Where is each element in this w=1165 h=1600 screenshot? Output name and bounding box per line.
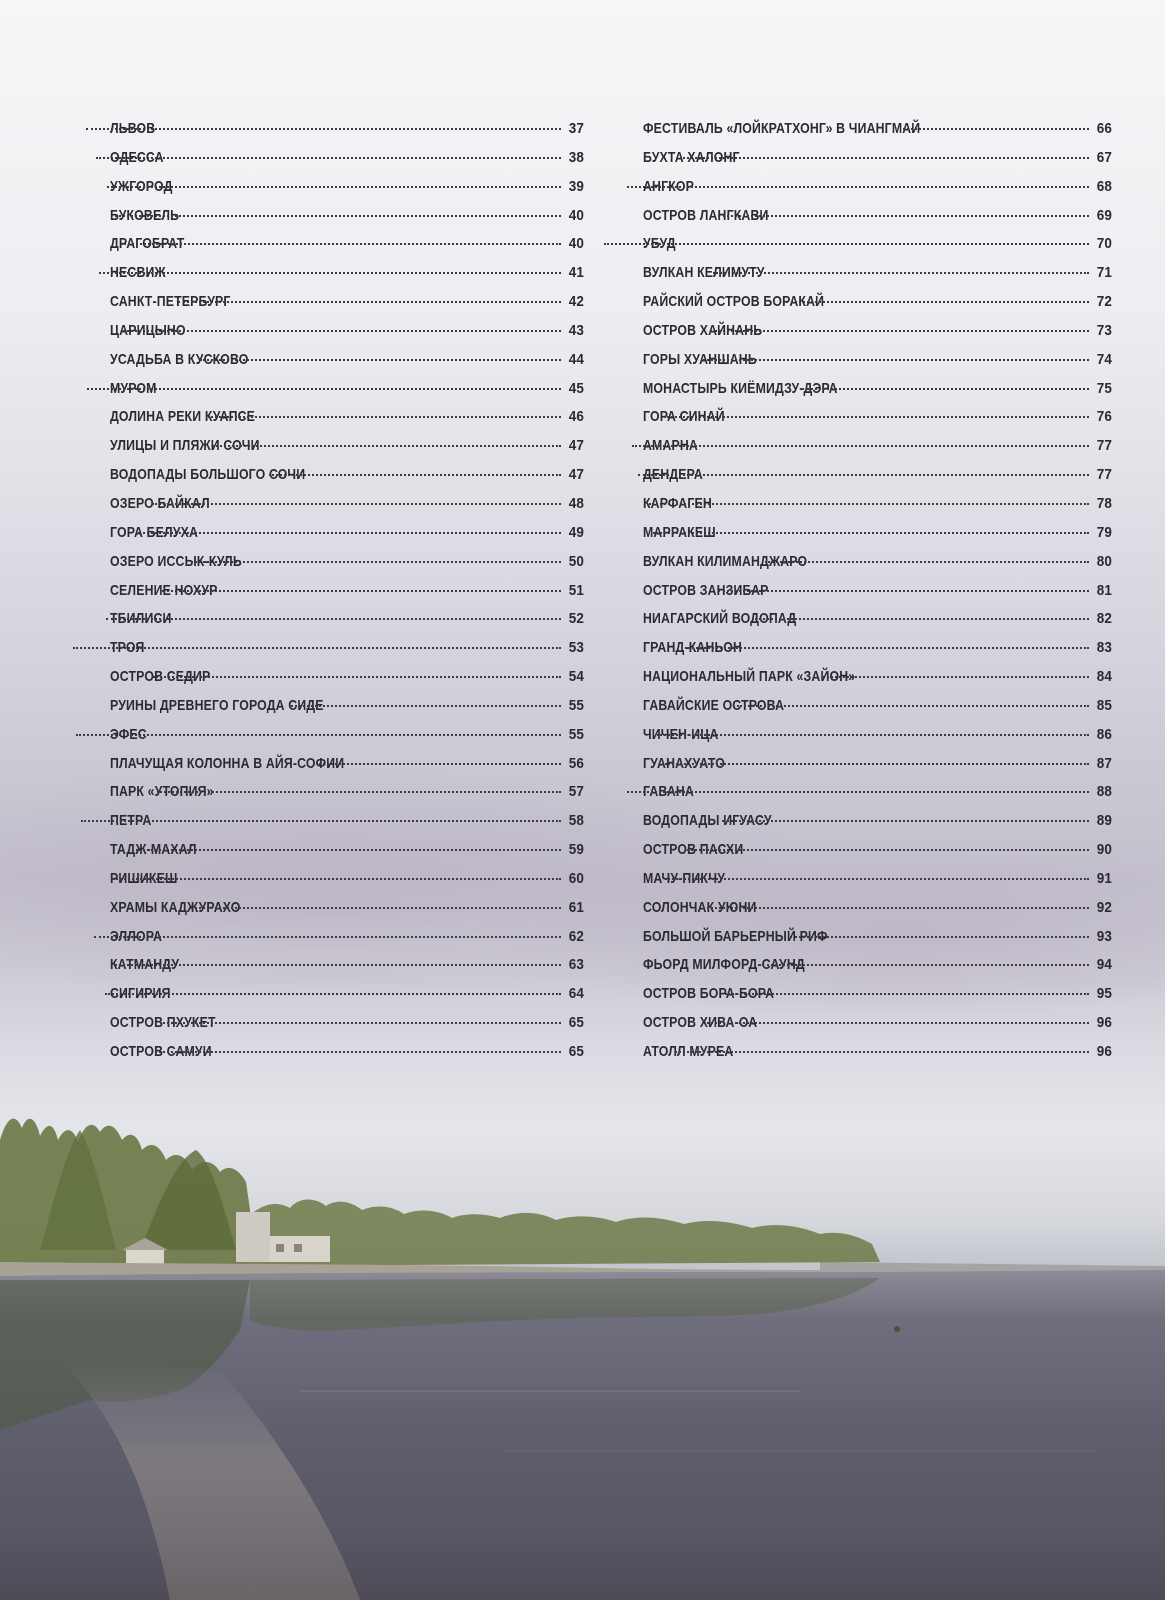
toc-entry-page: 55	[568, 696, 584, 714]
dot-leader	[657, 734, 1089, 736]
toc-entry-title: МУРОМ	[110, 379, 157, 397]
dot-leader	[76, 734, 561, 736]
toc-entry-title: СЕЛЕНИЕ НОХУР	[110, 581, 218, 599]
toc-entry-title: УЖГОРОД	[110, 177, 173, 195]
dot-leader	[138, 532, 561, 534]
toc-entry-page: 47	[568, 437, 584, 455]
toc-entry-page: 96	[1096, 1014, 1112, 1032]
toc-entry-page: 90	[1096, 841, 1112, 859]
dot-leader	[113, 878, 561, 880]
toc-entry-title: РАЙСКИЙ ОСТРОВ БОРАКАЙ	[643, 293, 825, 311]
toc-entry	[643, 408, 1112, 437]
toc-entry-page: 37	[568, 120, 584, 137]
dot-leader	[115, 215, 561, 217]
toc-entry	[110, 380, 584, 409]
toc-entry-page: 79	[1096, 523, 1112, 541]
toc-entry	[110, 899, 584, 928]
toc-entry-page: 47	[568, 466, 584, 484]
dot-leader	[99, 272, 561, 274]
toc-entry-title: СИГИРИЯ	[110, 985, 171, 1003]
toc-entry-title: МАЧУ-ПИКЧУ	[643, 869, 726, 887]
toc-entry-page: 84	[1096, 668, 1112, 686]
toc-entry-page: 78	[1096, 494, 1112, 512]
dot-leader	[87, 388, 560, 390]
toc-entry	[643, 841, 1112, 870]
water-ripple	[500, 1450, 1100, 1452]
dot-leader	[178, 301, 561, 303]
toc-entry-page: 55	[568, 725, 584, 743]
toc-entry-title: ТАДЖ-МАХАЛ	[110, 841, 197, 859]
dot-leader	[683, 157, 1089, 159]
toc-entry-title: АМАРНА	[643, 437, 698, 455]
dot-leader	[790, 936, 1089, 938]
dot-leader	[718, 590, 1089, 592]
toc-entry-page: 56	[568, 754, 584, 772]
toc-entry-title: ОСТРОВ СЕДИР	[110, 668, 211, 686]
toc-entry-title: УБУД	[643, 235, 676, 253]
toc-entry	[110, 524, 584, 553]
dot-leader	[752, 618, 1089, 620]
dot-leader	[703, 359, 1088, 361]
dot-leader	[155, 1051, 561, 1053]
toc-entry-page: 64	[568, 985, 584, 1003]
toc-entry-title: ОСТРОВ БОРА-БОРА	[643, 985, 775, 1003]
toc-entry	[643, 437, 1112, 466]
toc-entry	[110, 437, 584, 466]
toc-entry-title: МАРРАКЕШ	[643, 523, 716, 541]
dot-leader	[786, 301, 1089, 303]
toc-entry-page: 95	[1096, 985, 1112, 1003]
toc-entry-page: 94	[1096, 956, 1112, 974]
toc-entry-title: ДОЛИНА РЕКИ КУАПСЕ	[110, 408, 255, 426]
toc-entry	[110, 783, 584, 812]
toc-entry-title: ОЗЕРО БАЙКАЛ	[110, 494, 210, 512]
dot-leader	[675, 1051, 1089, 1053]
toc-entry	[643, 466, 1112, 495]
toc-entry-page: 46	[568, 408, 584, 426]
toc-entry-page: 53	[568, 639, 584, 657]
dot-leader	[107, 186, 561, 188]
toc-entry-page: 58	[568, 812, 584, 830]
toc-entry	[643, 697, 1112, 726]
toc-entry-title: ГРАНД-КАНЬОН	[643, 639, 743, 657]
toc-entry	[110, 1014, 584, 1043]
dot-leader	[665, 763, 1089, 765]
toc-entry-title: МОНАСТЫРЬ КИЁМИДЗУ-ДЭРА	[643, 379, 838, 397]
toc-entry-title: ПАРК «УТОПИЯ»	[110, 783, 214, 801]
toc-entry-title: РУИНЫ ДРЕВНЕГО ГОРОДА СИДЕ	[110, 696, 324, 714]
toc-entry	[110, 755, 584, 784]
dot-leader	[162, 590, 561, 592]
toc-entry-page: 86	[1096, 725, 1112, 743]
toc-entry-title: АТОЛЛ МУРЕА	[643, 1043, 734, 1060]
toc-entry	[643, 178, 1112, 207]
toc-entry-title: ВУЛКАН КЕЛИМУТУ	[643, 264, 765, 282]
toc-entry-page: 80	[1096, 552, 1112, 570]
dot-leader	[802, 388, 1089, 390]
toc-entry-title: ОСТРОВ ПХУКЕТ	[110, 1014, 216, 1032]
toc-entry-title: ГОРА СИНАЙ	[643, 408, 725, 426]
toc-entry	[643, 235, 1112, 264]
toc-entry-title: ДЕНДЕРА	[643, 466, 703, 484]
toc-entry-page: 61	[568, 898, 584, 916]
toc-entry	[110, 812, 584, 841]
dot-leader	[713, 272, 1089, 274]
dot-leader	[627, 186, 1089, 188]
toc-entry	[110, 264, 584, 293]
toc-entry	[643, 380, 1112, 409]
dot-leader	[725, 993, 1089, 995]
toc-entry-title: СОЛОНЧАК УЮНИ	[643, 898, 757, 916]
toc-entry	[110, 466, 584, 495]
dot-leader	[722, 820, 1089, 822]
dot-leader	[638, 474, 1089, 476]
toc-entry-page: 87	[1096, 754, 1112, 772]
dot-leader	[269, 474, 561, 476]
toc-entry-title: КАТМАНДУ	[110, 956, 180, 974]
toc-entry	[643, 207, 1112, 236]
water-ripple	[300, 1390, 800, 1392]
dot-leader	[762, 964, 1089, 966]
toc-entry-title: ВУЛКАН КИЛИМАНДЖАРО	[643, 552, 808, 570]
toc-entry-page: 88	[1096, 783, 1112, 801]
dot-leader	[94, 936, 561, 938]
toc-entry-title: ЭФЕС	[110, 725, 147, 743]
toc-entry-title: ГОРЫ ХУАНШАНЬ	[643, 350, 757, 368]
dot-leader	[136, 849, 561, 851]
toc-entry-title: ОЗЕРО ИССЫК-КУЛЬ	[110, 552, 242, 570]
toc-entry-page: 77	[1096, 437, 1112, 455]
toc-entry	[110, 149, 584, 178]
dot-leader	[704, 1022, 1089, 1024]
toc-entry-page: 43	[568, 321, 584, 339]
dot-leader	[765, 561, 1089, 563]
dot-leader	[160, 1022, 561, 1024]
dot-leader	[703, 907, 1089, 909]
toc-entry	[110, 351, 584, 380]
toc-entry-page: 92	[1096, 898, 1112, 916]
toc-entry-page: 68	[1096, 177, 1112, 195]
dot-leader	[106, 618, 561, 620]
toc-entry-title: ЛЬВОВ	[110, 120, 156, 137]
toc-entry	[643, 783, 1112, 812]
toc-entry-title: ЦАРИЦЫНО	[110, 321, 186, 339]
toc-entry-page: 45	[568, 379, 584, 397]
toc-entry-title: ВОДОПАДЫ ИГУАСУ	[643, 812, 772, 830]
toc-entry-title: ФЕСТИВАЛЬ «ЛОЙКРАТХОНГ» В ЧИАНГМАЙ	[643, 120, 921, 137]
dot-leader	[316, 763, 560, 765]
toc-entry	[110, 870, 584, 899]
dot-leader	[823, 676, 1088, 678]
toc-entry-page: 91	[1096, 869, 1112, 887]
toc-entry	[110, 985, 584, 1014]
toc-entry	[643, 726, 1112, 755]
toc-entry-page: 73	[1096, 321, 1112, 339]
toc-entry-title: ОСТРОВ ПАСХИ	[643, 841, 744, 859]
toc-entry-title: САНКТ-ПЕТЕРБУРГ	[110, 293, 231, 311]
toc-entry-title: ГУАНАХУАТО	[643, 754, 725, 772]
toc-entry	[643, 351, 1112, 380]
toc-entry	[643, 899, 1112, 928]
toc-entry-title: ТРОЯ	[110, 639, 145, 657]
toc-entry-page: 69	[1096, 206, 1112, 224]
dot-leader	[632, 445, 1089, 447]
toc-entry-page: 62	[568, 927, 584, 945]
dot-leader	[208, 416, 561, 418]
toc-entry	[643, 956, 1112, 985]
toc-entry	[643, 582, 1112, 611]
toc-entry	[643, 812, 1112, 841]
toc-entry	[643, 149, 1112, 178]
toc-entry-title: ОСТРОВ ЗАНЗИБАР	[643, 581, 769, 599]
dot-leader	[665, 878, 1089, 880]
toc-entry-title: ЭЛЛОРА	[110, 927, 163, 945]
toc-entry-title: УСАДЬБА В КУСКОВО	[110, 350, 249, 368]
toc-entry-title: ЧИЧЕН-ИЦА	[643, 725, 719, 743]
dot-leader	[153, 676, 561, 678]
toc-entry	[110, 841, 584, 870]
toc-entry-page: 76	[1096, 408, 1112, 426]
dot-leader	[73, 647, 561, 649]
toc-entry-title: ПЛАЧУЩАЯ КОЛОННА В АЙЯ-СОФИИ	[110, 754, 345, 772]
toc-entry-title: ТБИЛИСИ	[110, 610, 172, 628]
toc-entry-title: ОСТРОВ ХАЙНАНЬ	[643, 321, 763, 339]
toc-entry-title: НИАГАРСКИЙ ВОДОПАД	[643, 610, 797, 628]
toc-entry	[643, 293, 1112, 322]
toc-entry	[110, 178, 584, 207]
toc-column-right	[643, 120, 1112, 1072]
toc-entry-title: ОДЕССА	[110, 148, 164, 166]
toc-entry-title: ОСТРОВ САМУИ	[110, 1043, 212, 1060]
toc-entry-title: ПЕТРА	[110, 812, 152, 830]
dot-leader	[81, 820, 561, 822]
toc-entry-page: 71	[1096, 264, 1112, 282]
toc-entry-page: 38	[568, 148, 584, 166]
toc-entry-page: 75	[1096, 379, 1112, 397]
toc-entry	[110, 1043, 584, 1072]
dot-leader	[213, 445, 561, 447]
toc-entry-page: 39	[568, 177, 584, 195]
toc-entry-title: АНГКОР	[643, 177, 695, 195]
toc-entry	[110, 668, 584, 697]
toc-entry-title: ГАВАЙСКИЕ ОСТРОВА	[643, 696, 785, 714]
toc-entry-page: 49	[568, 523, 584, 541]
toc-entry-title: ХРАМЫ КАДЖУРАХО	[110, 898, 241, 916]
toc-entry	[110, 697, 584, 726]
toc-entry-page: 70	[1096, 235, 1112, 253]
dot-leader	[604, 243, 1089, 245]
toc-entry-page: 96	[1096, 1043, 1112, 1060]
dot-leader	[115, 964, 561, 966]
toc-entry	[110, 610, 584, 639]
toc-entry-page: 52	[568, 610, 584, 628]
toc-entry-title: БУХТА ХАЛОНГ	[643, 148, 740, 166]
toc-entry-page: 82	[1096, 610, 1112, 628]
dot-leader	[687, 849, 1089, 851]
toc-entry	[110, 928, 584, 957]
dot-leader	[105, 993, 561, 995]
toc-entry-title: КАРФАГЕН	[643, 494, 712, 512]
toc-entry	[643, 1014, 1112, 1043]
toc-entry-title: УЛИЦЫ И ПЛЯЖИ СОЧИ	[110, 437, 260, 455]
toc-entry-page: 72	[1096, 293, 1112, 311]
dot-leader	[903, 128, 1089, 130]
toc-entry-title: РИШИКЕШ	[110, 869, 178, 887]
toc-entry	[643, 264, 1112, 293]
dot-leader	[96, 157, 561, 159]
toc-entry	[110, 956, 584, 985]
toc-entry	[643, 928, 1112, 957]
toc-entry-page: 41	[568, 264, 584, 282]
toc-entry-title: БОЛЬШОЙ БАРЬЕРНЫЙ РИФ	[643, 927, 828, 945]
toc-entry	[110, 207, 584, 236]
toc-entry-page: 48	[568, 494, 584, 512]
toc-entry-page: 85	[1096, 696, 1112, 714]
dot-leader	[710, 330, 1089, 332]
toc-entry-page: 81	[1096, 581, 1112, 599]
toc-entry	[643, 668, 1112, 697]
toc-entry-page: 74	[1096, 350, 1112, 368]
toc-entry	[643, 985, 1112, 1014]
dot-leader	[152, 503, 561, 505]
tree-line	[0, 1119, 880, 1266]
dot-leader	[649, 503, 1089, 505]
toc-entry-title: ГАВАНА	[643, 783, 694, 801]
dot-leader	[627, 791, 1089, 793]
dot-leader	[718, 215, 1089, 217]
toc-entry-page: 83	[1096, 639, 1112, 657]
toc-entry	[110, 582, 584, 611]
toc-entry-page: 44	[568, 350, 584, 368]
toc-entry-page: 89	[1096, 812, 1112, 830]
toc-entry-page: 93	[1096, 927, 1112, 945]
toc-entry-page: 40	[568, 235, 584, 253]
toc-entry	[110, 553, 584, 582]
dot-leader	[737, 705, 1089, 707]
toc-entry-title: ОСТРОВ ЛАНГКАВИ	[643, 206, 769, 224]
buoy	[894, 1326, 900, 1332]
dot-leader	[157, 791, 561, 793]
toc-entry-page: 65	[568, 1014, 584, 1032]
toc-entry-title: НАЦИОНАЛЬНЫЙ ПАРК «ЗАЙОН»	[643, 668, 856, 686]
toc-entry	[110, 639, 584, 668]
toc-entry-page: 51	[568, 581, 584, 599]
toc-entry-title: НЕСВИЖ	[110, 264, 166, 282]
toc-entry	[643, 610, 1112, 639]
dot-leader	[291, 705, 561, 707]
toc-entry-title: ОСТРОВ ХИВА-ОА	[643, 1014, 758, 1032]
dot-leader	[190, 907, 561, 909]
dot-leader	[123, 330, 561, 332]
toc-entry-title: БУКОВЕЛЬ	[110, 206, 180, 224]
toc-entry	[643, 322, 1112, 351]
dot-leader	[86, 128, 561, 130]
toc-entry-page: 77	[1096, 466, 1112, 484]
toc-entry-page: 63	[568, 956, 584, 974]
toc-entry-page: 42	[568, 293, 584, 311]
toc-entry	[110, 293, 584, 322]
toc-column-left	[110, 120, 584, 1072]
toc-entry	[643, 524, 1112, 553]
toc-entry-page: 57	[568, 783, 584, 801]
toc-entry	[643, 639, 1112, 668]
toc-entry-page: 59	[568, 841, 584, 859]
toc-entry	[643, 755, 1112, 784]
toc-entry-page: 40	[568, 206, 584, 224]
dot-leader	[653, 532, 1089, 534]
dot-leader	[685, 647, 1088, 649]
toc-entry-page: 54	[568, 668, 584, 686]
toc-entry-page: 66	[1096, 120, 1112, 137]
toc-entry-title: ГОРА БЕЛУХА	[110, 523, 199, 541]
toc-entry	[110, 120, 584, 149]
dot-leader	[664, 416, 1089, 418]
toc-entry-title: ДРАГОБРАТ	[110, 235, 185, 253]
dot-leader	[200, 359, 561, 361]
toc-entry	[110, 408, 584, 437]
toc-entry	[643, 1043, 1112, 1072]
toc-entry	[110, 726, 584, 755]
toc-entry	[110, 495, 584, 524]
dot-leader	[121, 243, 561, 245]
toc-entry-page: 60	[568, 869, 584, 887]
toc-entry	[110, 235, 584, 264]
toc-entry-page: 50	[568, 552, 584, 570]
toc-entry	[643, 495, 1112, 524]
toc-entry	[643, 120, 1112, 149]
toc-entry-page: 65	[568, 1043, 584, 1060]
toc-entry-title: ФЬОРД МИЛФОРД-САУНД	[643, 956, 805, 974]
toc-entry-title: ВОДОПАДЫ БОЛЬШОГО СОЧИ	[110, 466, 306, 484]
toc-entry	[643, 870, 1112, 899]
toc-entry	[110, 322, 584, 351]
toc-entry-page: 67	[1096, 148, 1112, 166]
toc-entry	[643, 553, 1112, 582]
dot-leader	[191, 561, 560, 563]
